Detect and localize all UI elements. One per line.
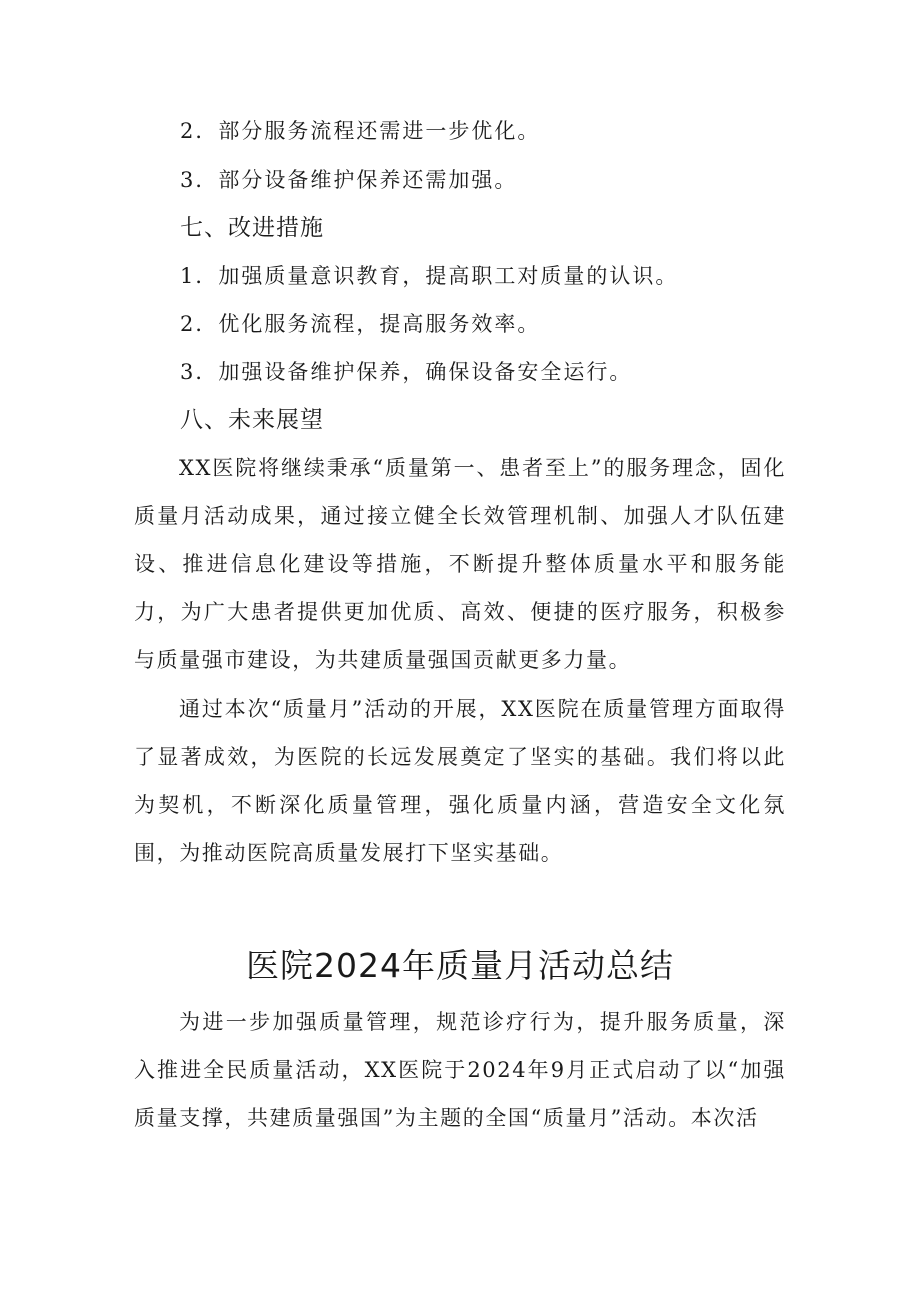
paragraph-intro: 为进一步加强质量管理，规范诊疗行为，提升服务质量，深入推进全民质量活动，XX医院于2024年9月正式启动了以“加强质量支撑，共建质量强国”为主题的全国“质量月”活动。本次活 [134, 1010, 786, 1130]
paragraph-outlook: XX医院将继续秉承“质量第一、患者至上”的服务理念，固化质量月活动成果，通过接立健全长效管理机制、加强人才队伍建设、推进信息化建设等措施，不断提升整体质量水平和服务能力，为广大患者提供更加优质、高效、便捷的医疗服务，积极参与质量强市建设，为共建质量强国贡献更多力量。 [134, 456, 786, 672]
document-title: 医院2024年质量月活动总结 [246, 946, 674, 985]
paragraph-conclusion: 通过本次“质量月”活动的开展，XX医院在质量管理方面取得了显著成效，为医院的长远发展奠定了坚实的基础。我们将以此为契机，不断深化质量管理，强化质量内涵，营造安全文化氛围，为推动医院高质量发展打下坚实基础。 [134, 697, 786, 865]
list-item-s7-3: 3．加强设备维护保养，确保设备安全运行。 [180, 360, 633, 384]
list-item-s6-2: 2．部分服务流程还需进一步优化。 [180, 119, 541, 143]
list-item-s7-2: 2．优化服务流程，提高服务效率。 [180, 312, 541, 336]
list-item-s6-3: 3．部分设备维护保养还需加强。 [180, 168, 518, 192]
list-item-s7-1: 1．加强质量意识教育，提高职工对质量的认识。 [180, 264, 679, 288]
section-heading-improvements: 七、改进措施 [180, 215, 324, 241]
section-heading-outlook: 八、未来展望 [180, 407, 324, 433]
